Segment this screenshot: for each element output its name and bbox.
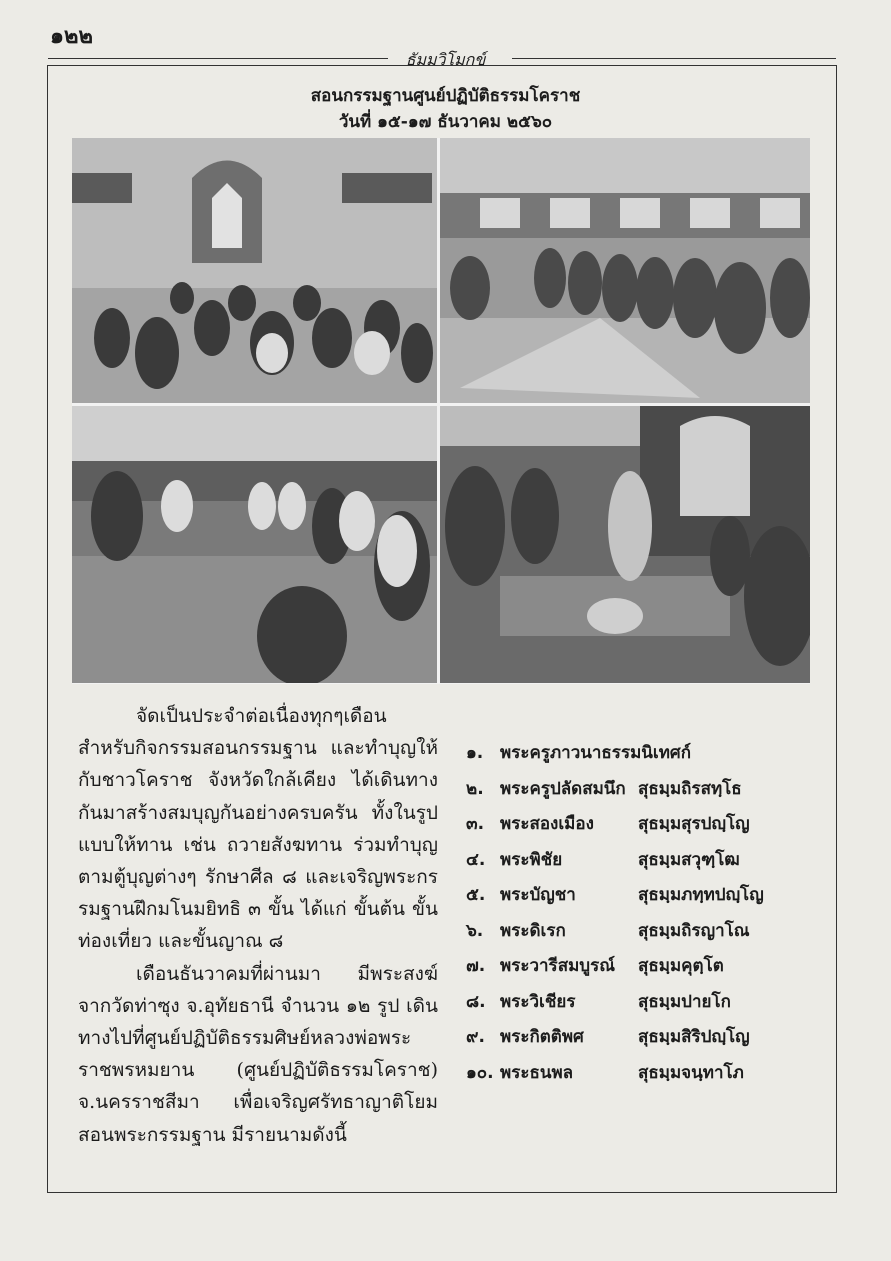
list-item <box>466 949 806 985</box>
monk-chaya: สุธมฺมจนฺทาโภ <box>638 1062 744 1083</box>
monk-chaya: สุธมฺมสิริปญฺโญ <box>638 1027 750 1047</box>
list-item <box>466 878 806 914</box>
caption-title: สอนกรรมฐานศูนย์ปฏิบัติธรรมโคราช <box>310 86 581 106</box>
monk-name: พระวิเชียร <box>500 991 576 1012</box>
monk-chaya: สุธมฺมคุตฺโต <box>638 956 724 976</box>
caption-date: วันที่ ๑๕-๑๗ ธันวาคม ๒๕๖๐ <box>338 112 553 132</box>
list-item <box>466 1056 806 1092</box>
list-item <box>466 736 806 772</box>
list-item <box>466 843 806 879</box>
monk-name: พระพิชัย <box>500 849 563 870</box>
item-number: ๔. <box>466 849 486 870</box>
item-number: ๘. <box>466 991 486 1012</box>
item-number: ๑๐. <box>466 1062 494 1083</box>
list-item <box>466 914 806 950</box>
item-number: ๕. <box>466 885 486 905</box>
monk-chaya: สุธมฺมถิรญาโณ <box>638 920 750 941</box>
monk-name: พระครูภาวนาธรรมนิเทศก์ <box>500 743 692 763</box>
teaching-session-photo <box>72 406 437 683</box>
item-number: ๑. <box>466 743 484 763</box>
meditation-hall-photo <box>72 138 437 403</box>
monk-chaya: สุธมฺมถิรสทฺโธ <box>638 778 742 799</box>
monk-name: พระวารีสมบูรณ์ <box>500 956 615 976</box>
item-number: ๒. <box>466 778 484 799</box>
list-item <box>466 772 806 808</box>
item-number: ๗. <box>466 956 486 976</box>
list-item <box>466 807 806 843</box>
monk-name: พระครูปลัดสมนึก <box>500 778 626 799</box>
list-item <box>466 985 806 1021</box>
paragraph: เดือนธันวาคมที่ผ่านมา มีพระสงฆ์จากวัดท่าซุง จ.อุทัยธานี จำนวน ๑๒ รูป เดินทางไปที่ศูนย์ปฏิบัติธรรมศิษย์หลวงพ่อพระราชพรหมยาน (ศูนย์ปฏิบัติธรรมโคราช) จ.นครราชสีมา เพื่อเจริญศรัทธาญาติโยม สอนพระกรรมฐาน มีรายนามดังนี้ <box>78 962 438 1146</box>
monk-name: พระกิตติพศ <box>500 1027 584 1047</box>
monk-name: พระบัญชา <box>500 885 576 905</box>
page-number: ๑๒๒ <box>50 24 93 49</box>
list-item <box>466 1020 806 1056</box>
ceremony-photo <box>440 406 810 683</box>
monk-chaya: สุธมฺมภทฺทปญฺโญ <box>638 885 764 905</box>
monk-name: พระดิเรก <box>500 920 566 941</box>
monk-name: พระธนพล <box>500 1062 574 1083</box>
running-head: ธัมมวิโมกข์ <box>405 50 486 69</box>
monk-chaya: สุธมฺมสุรปญฺโญ <box>638 814 750 834</box>
monk-chaya: สุธมฺมปายโก <box>638 991 731 1012</box>
monk-chaya: สุธมฺมสวุฑฺโฒ <box>638 849 740 870</box>
monk-list <box>466 736 806 1091</box>
item-number: ๓. <box>466 814 485 834</box>
monks-seated-photo <box>440 138 810 403</box>
monk-name: พระสองเมือง <box>500 814 594 834</box>
paragraph: จัดเป็นประจำต่อเนื่องทุกๆเดือน สำหรับกิจกรรมสอนกรรมฐาน และทำบุญให้กับชาวโคราช จังหวัดใกล้เคียง ได้เดินทางกันมาสร้างสมบุญกันอย่างครบครัน ทั้งในรูปแบบให้ทาน เช่น ถวายสังฆทาน ร่วมทำบุญตามตู้บุญต่างๆ รักษาศีล ๘ และเจริญพระกรรมฐานฝึกมโนมยิทธิ ๓ ขั้น ได้แก่ ขั้นต้น ขั้นท่องเที่ยว และขั้นญาณ ๘ <box>78 705 438 953</box>
article-body <box>78 700 438 1151</box>
item-number: ๖. <box>466 920 484 941</box>
item-number: ๙. <box>466 1027 485 1047</box>
photo-grid <box>72 138 810 684</box>
